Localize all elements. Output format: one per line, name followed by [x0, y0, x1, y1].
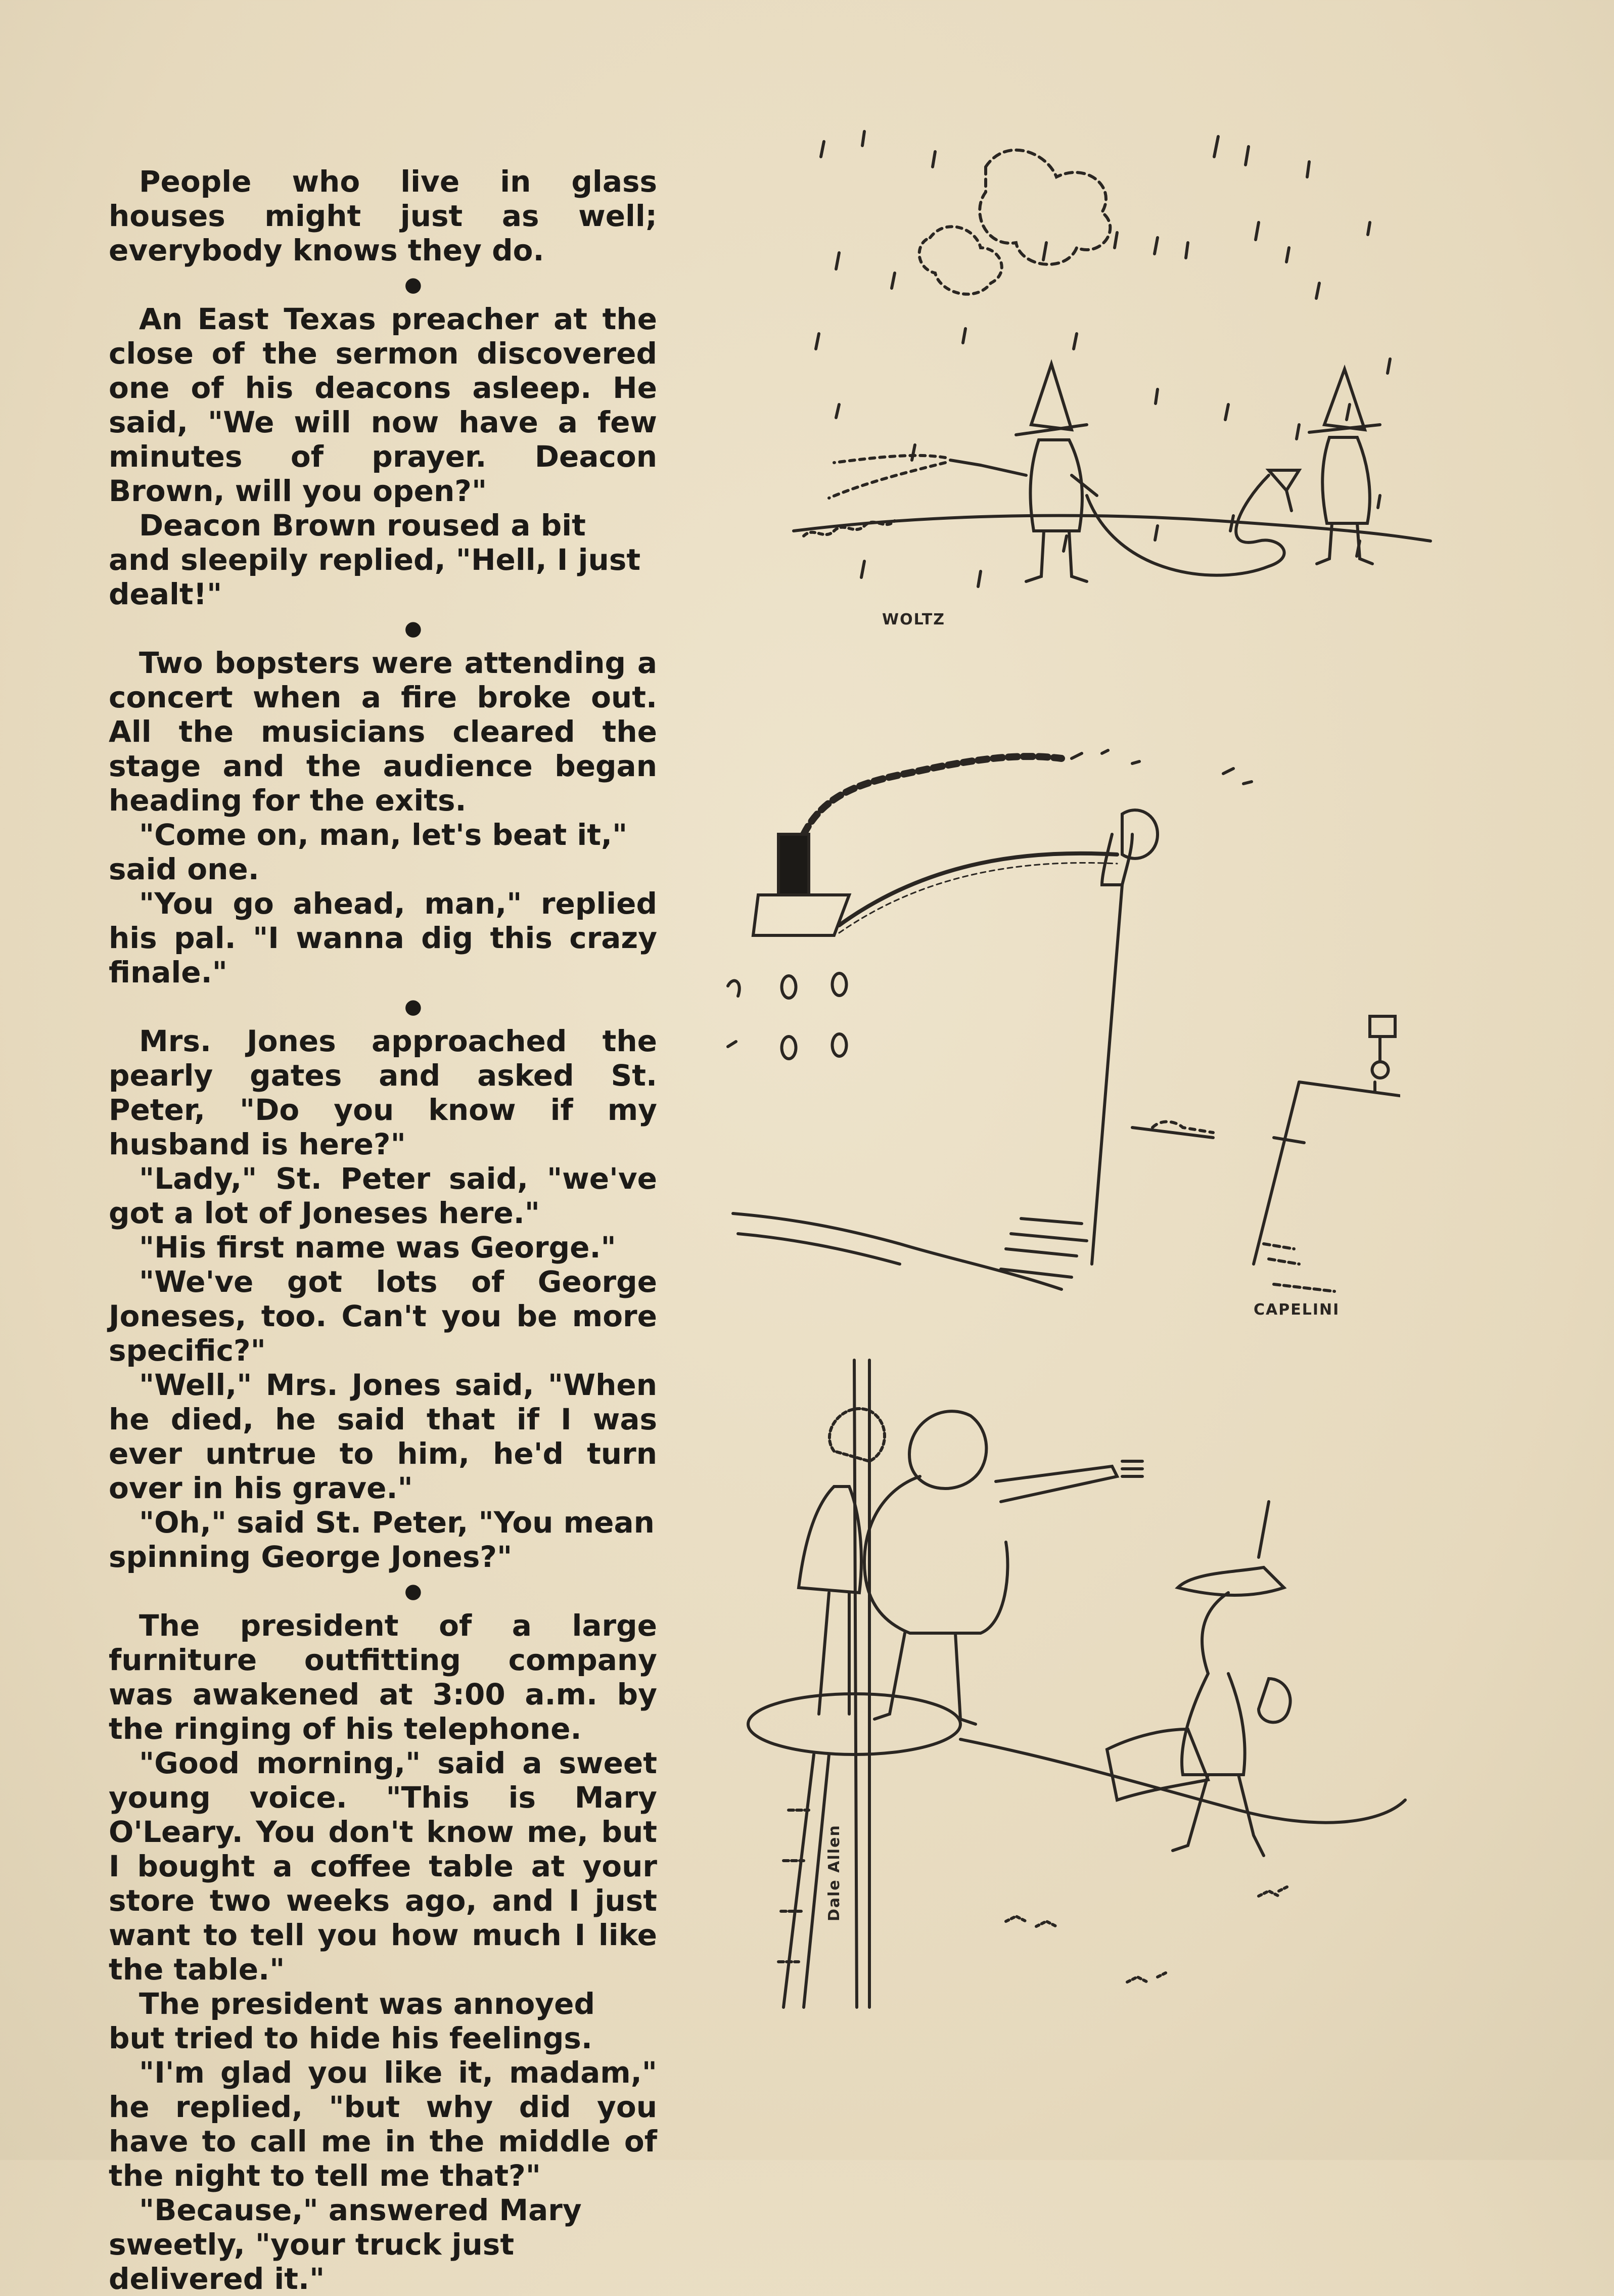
cartoon-ship-drawing	[718, 733, 1400, 1340]
joke-paragraph: Two bopsters were attending a concert when a fire broke out. All the musicians cleared the stage and the audience began heading for the exits.	[109, 646, 657, 818]
joke-paragraph: People who live in glass houses might just as well; everybody knows they do.	[109, 164, 657, 267]
joke-glass-houses	[109, 164, 657, 267]
joke-paragraph: "You go ahead, man," replied his pal. "I wanna dig this crazy finale."	[109, 886, 657, 989]
joke-paragraph: Deacon Brown roused a bit and sleepily replied, "Hell, I just dealt!"	[109, 508, 641, 611]
joke-paragraph: "Come on, man, let's beat it," said one.	[109, 818, 628, 886]
cartoon-signature: Dale Allen	[825, 1824, 843, 1921]
joke-paragraph: "I'm glad you like it, madam," he replied, "but why did you have to call me in the middle of the night to tell me that?"	[109, 2055, 657, 2193]
joke-george-jones	[109, 1024, 657, 1574]
bullet-separator: ●	[404, 1580, 422, 1603]
bullet-separator: ●	[404, 995, 422, 1018]
joke-paragraph: "Lady," St. Peter said, "we've got a lot of Joneses here."	[109, 1161, 657, 1230]
joke-paragraph: "Good morning," said a sweet young voice. "This is Mary O'Leary. You don't know me, but I bought a coffee table at your store two weeks ago, and I just want to tell you how much I like the table."	[109, 1746, 657, 1987]
joke-paragraph: "Well," Mrs. Jones said, "When he died, he said that if I was ever untrue to him, he'd turn over in his grave."	[109, 1368, 657, 1505]
cartoon-signature: WOLTZ	[882, 611, 945, 628]
joke-coffee-table	[109, 1608, 657, 2296]
cartoon-bedroom-drawing	[733, 1355, 1415, 2022]
bullet-separator: ●	[404, 617, 422, 640]
joke-paragraph: "Oh," said St. Peter, "You mean spinning George Jones?"	[109, 1505, 655, 1574]
joke-paragraph: "Because," answered Mary sweetly, "your truck just delivered it."	[109, 2193, 582, 2296]
jokes-column	[109, 164, 657, 2296]
cartoon-rain-hose	[763, 121, 1436, 657]
cartoon-signature: CAPELINI	[1254, 1301, 1340, 1319]
cartoon-ship	[718, 733, 1400, 1340]
joke-paragraph: The president of a large furniture outfitting company was awakened at 3:00 a.m. by the ringing of his telephone.	[109, 1608, 657, 1746]
joke-paragraph: The president was annoyed but tried to hide his feelings.	[109, 1987, 595, 2055]
joke-deacon	[109, 302, 657, 611]
bullet-separator: ●	[404, 273, 422, 296]
cartoon-rain-hose-drawing	[763, 121, 1436, 657]
joke-paragraph: An East Texas preacher at the close of the sermon discovered one of his deacons asleep. He said, "We will now have a few minutes of prayer. Deacon Brown, will you open?"	[109, 302, 657, 508]
joke-paragraph: Mrs. Jones approached the pearly gates and asked St. Peter, "Do you know if my husband is here?"	[109, 1024, 657, 1161]
joke-bopsters	[109, 646, 657, 989]
joke-paragraph: "We've got lots of George Joneses, too. Can't you be more specific?"	[109, 1265, 657, 1368]
cartoon-bedroom	[733, 1355, 1415, 2022]
joke-paragraph: "His first name was George."	[139, 1230, 616, 1265]
